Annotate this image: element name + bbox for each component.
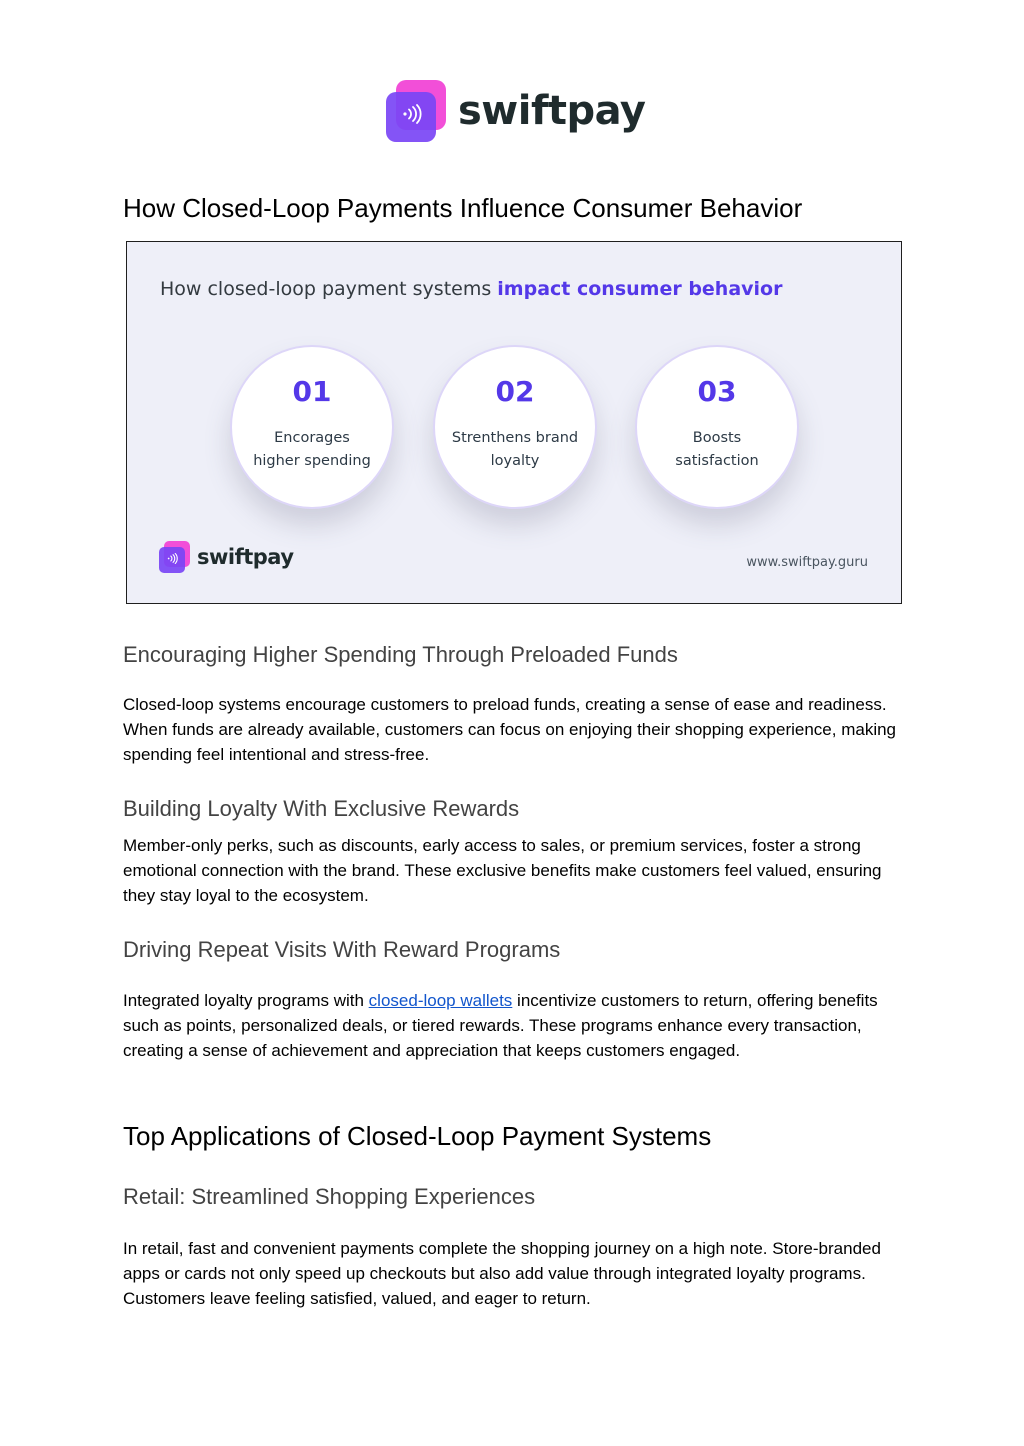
infographic-logo — [159, 541, 294, 573]
section-heading-applications: Top Applications of Closed-Loop Payment Systems — [123, 1121, 712, 1151]
infographic-item-3 — [635, 345, 799, 509]
swiftpay-logo — [386, 80, 645, 142]
section-body-loyalty: Member-only perks, such as discounts, early access to sales, or premium services, foster a strong emotional connection with the brand. These exclusive benefits make customers feel valued, ensuring they stay loyal to the ecosystem. — [123, 836, 882, 905]
item-label-line1: Boosts — [692, 430, 742, 446]
infographic-url: www.swiftpay.guru — [746, 555, 868, 570]
closed-loop-wallets-link[interactable]: closed-loop wallets — [368, 991, 513, 1010]
section-heading-retail: Retail: Streamlined Shopping Experiences — [123, 1184, 536, 1209]
infographic-image — [126, 241, 902, 604]
item-number: 03 — [697, 375, 737, 408]
swiftpay-logo-mark-icon — [386, 80, 448, 142]
infographic-logo-wordmark: swiftpay — [197, 544, 294, 569]
swiftpay-logo-mark-icon — [159, 541, 191, 573]
section-body-retail: In retail, fast and convenient payments complete the shopping journey on a high note. Store-branded apps or cards not only speed up checkouts but also add value through integrated loyalty programs. Customers leave feeling satisfied, valued, and eager to return. — [123, 1239, 881, 1308]
infographic-heading — [160, 278, 782, 300]
item-number: 01 — [292, 375, 332, 408]
section-body-spending: Closed-loop systems encourage customers to preload funds, creating a sense of ease and readiness. When funds are already available, customers can focus on enjoying their shopping experience, making spending feel intentional and stress-free. — [123, 695, 897, 764]
item-label-line1: Strenthens brand — [451, 430, 579, 446]
item-label-line2: loyalty — [490, 453, 540, 469]
page-title: How Closed-Loop Payments Influence Consumer Behavior — [123, 193, 803, 223]
item-label-line2: higher spending — [253, 453, 371, 469]
infographic-heading-plain: How closed-loop payment systems — [160, 278, 498, 300]
item-label — [445, 427, 585, 473]
logo-wordmark: swiftpay — [458, 88, 646, 134]
infographic-item-2 — [433, 345, 597, 509]
body-text: incentivize customers to return, offering benefits such as points, personalized deals, or tiered rewards. These programs enhance every transaction, creating a sense of achievement and appreciation that keeps customers engaged. — [123, 991, 878, 1060]
section-heading-spending: Encouraging Higher Spending Through Preloaded Funds — [123, 642, 678, 667]
item-label — [647, 427, 787, 473]
contactless-icon — [402, 104, 422, 124]
item-label-line1: Encorages — [274, 430, 350, 446]
section-heading-loyalty: Building Loyalty With Exclusive Rewards — [123, 796, 520, 821]
section-body-repeat-visits — [123, 988, 913, 1063]
infographic-heading-highlight: impact consumer behavior — [497, 278, 783, 300]
contactless-icon — [167, 553, 178, 564]
item-label-line2: satisfaction — [675, 453, 759, 469]
section-heading-repeat-visits: Driving Repeat Visits With Reward Programs — [123, 937, 561, 962]
item-number: 02 — [495, 375, 535, 408]
infographic-item-1 — [230, 345, 394, 509]
item-label — [242, 427, 382, 473]
body-text: Integrated loyalty programs with — [123, 991, 369, 1010]
